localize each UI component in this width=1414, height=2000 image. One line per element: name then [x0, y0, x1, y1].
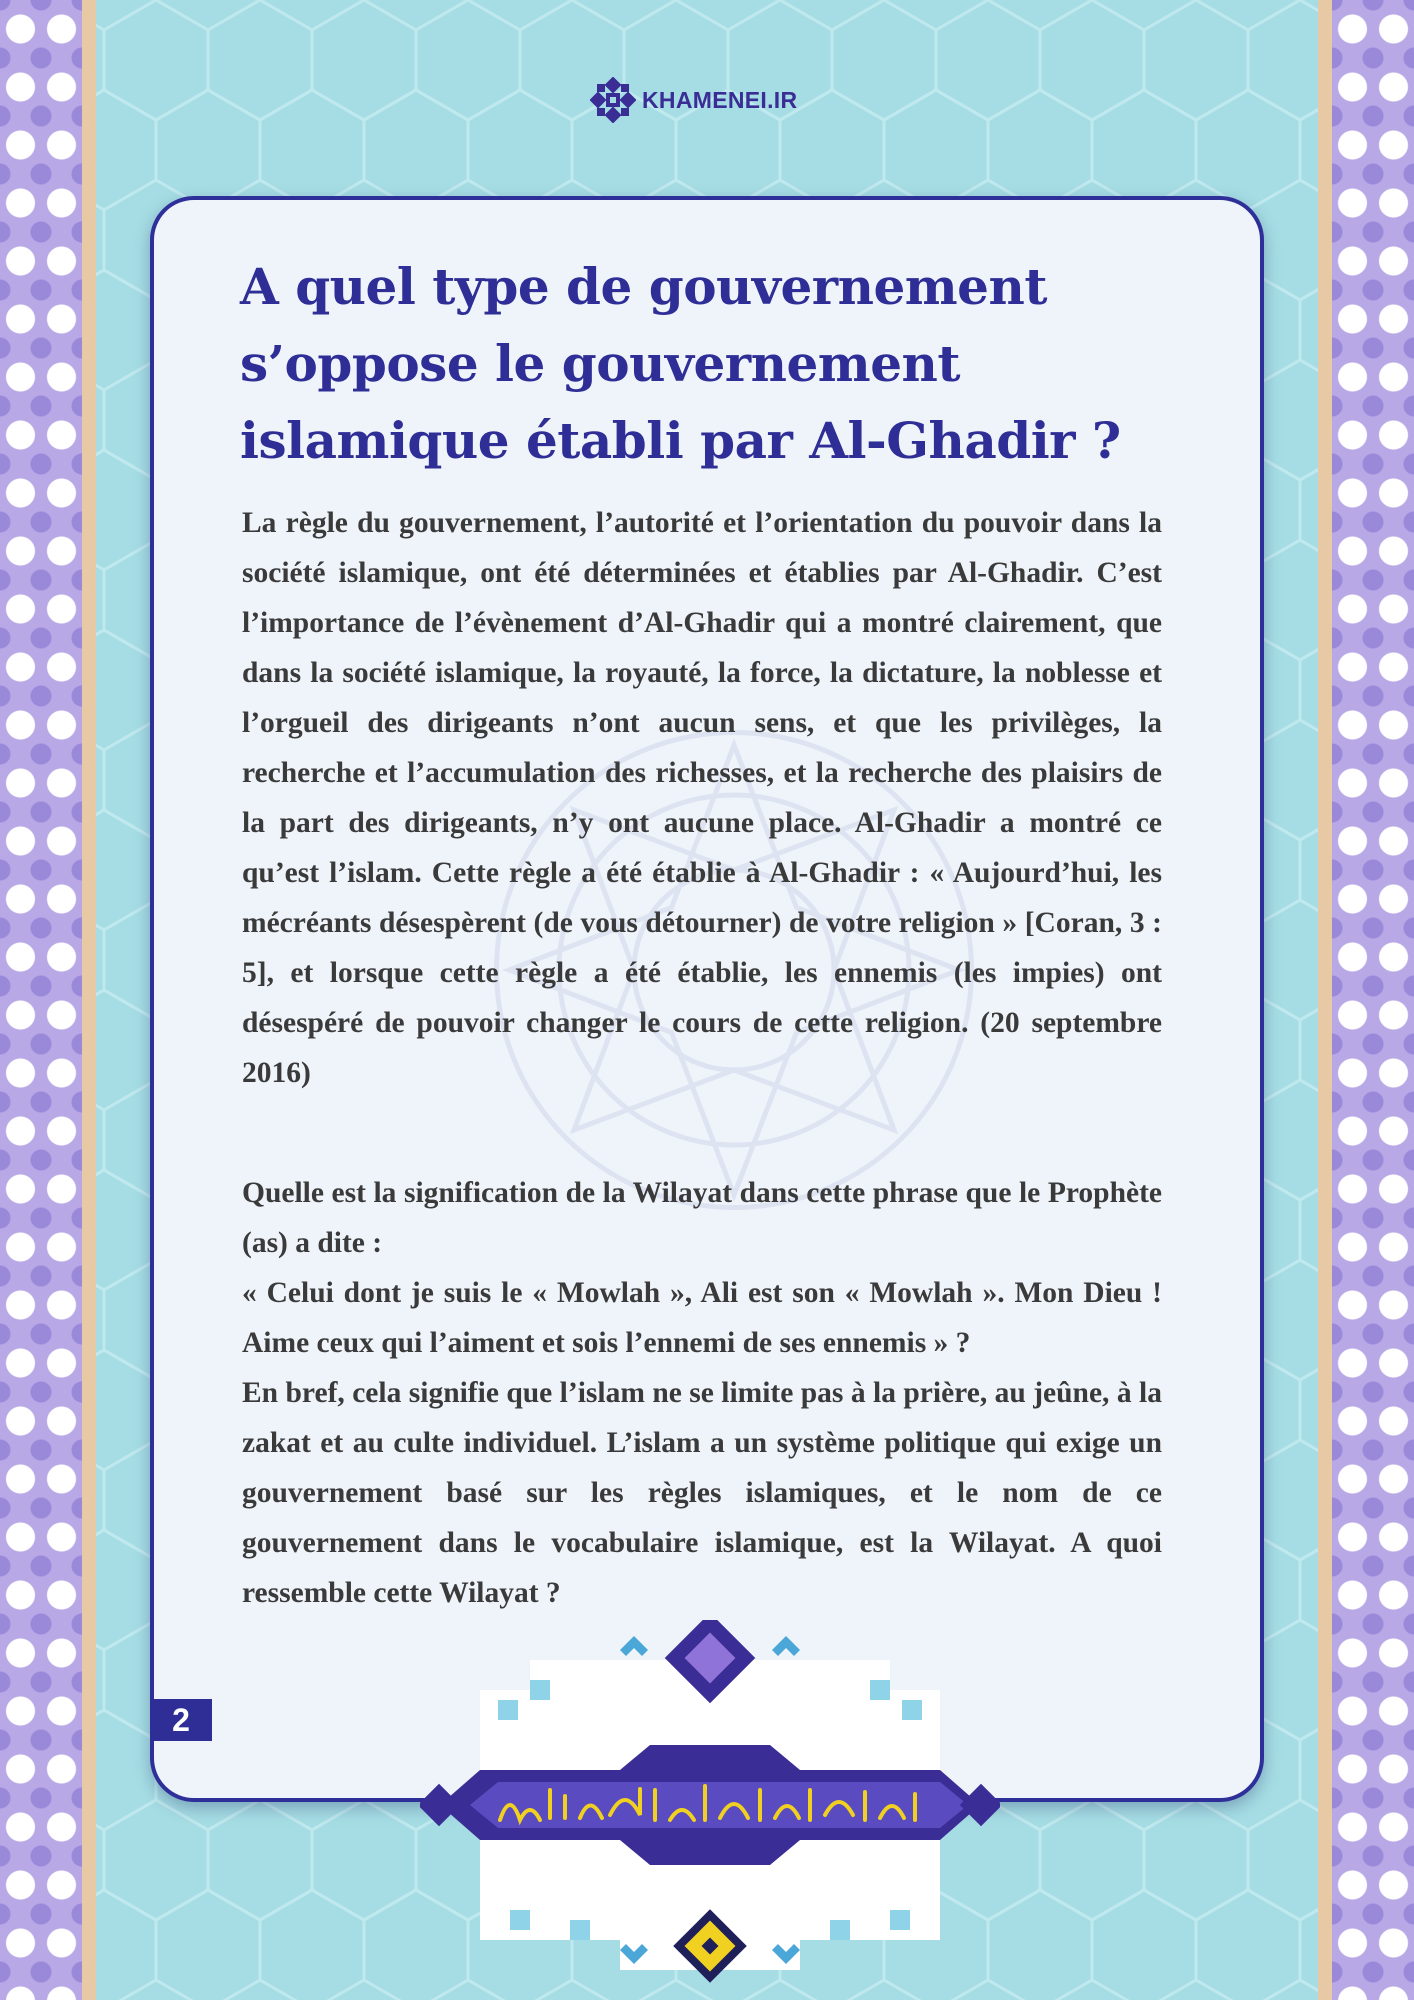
- article-title: A quel type de gouvernement s’oppose le gouvernement islamique établi par Al-Ghadir ?: [240, 257, 1121, 470]
- wilayat-question: Quelle est la signification de la Wilayat dans cette phrase que le Prophète (as) a dite :: [242, 1177, 1162, 1259]
- right-decorative-border: [1332, 0, 1414, 2000]
- logo-text: KHAMENEI.IR: [642, 86, 798, 113]
- prophet-quote: « Celui dont je suis le « Mowlah », Ali est son « Mowlah ». Mon Dieu ! Aime ceux qui l’aiment et sois l’ennemi de ses ennemis » ?: [242, 1277, 1162, 1359]
- article-paragraph-1: La règle du gouvernement, l’autorité et l’orientation du pouvoir dans la société islamique, ont été déterminées et établies par Al-Ghadir. C’est l’importance de l’évènement d’Al-Ghadir qui a montré clairement, que dans la société islamique, la royauté, la force, la dictature, la noblesse et l’orgueil des dirigeants n’ont aucun sens, et que les privilèges, la recherche et l’accumulation des richesses, et la recherche des plaisirs de la part des dirigeants, n’y ont aucune place. Al-Ghadir a montré ce qu’est l’islam. Cette règle a été établie à Al-Ghadir : « Aujourd’hui, les mécréants désespèrent (de vous détourner) de votre religion » [Coran, 3 : 5], et lorsque cette règle a été établie, les ennemis (les impies) ont désespéré de pouvoir changer le cours de cette religion. (20 septembre 2016): [242, 507, 1162, 1089]
- page-number: 2: [150, 1699, 212, 1741]
- site-logo[interactable]: [590, 78, 797, 122]
- left-decorative-border: [0, 0, 82, 2000]
- wilayat-answer: En bref, cela signifie que l’islam ne se limite pas à la prière, au jeûne, à la zakat et au culte individuel. L’islam a un système politique qui exige un gouvernement basé sur les règles islamiques, et le nom de ce gouvernement dans le vocabulaire islamique, est la Wilayat. A quoi ressemble cette Wilayat ?: [242, 1377, 1162, 1609]
- article-paragraph-2: [242, 1168, 1162, 1618]
- khamenei-emblem-icon: [590, 77, 636, 123]
